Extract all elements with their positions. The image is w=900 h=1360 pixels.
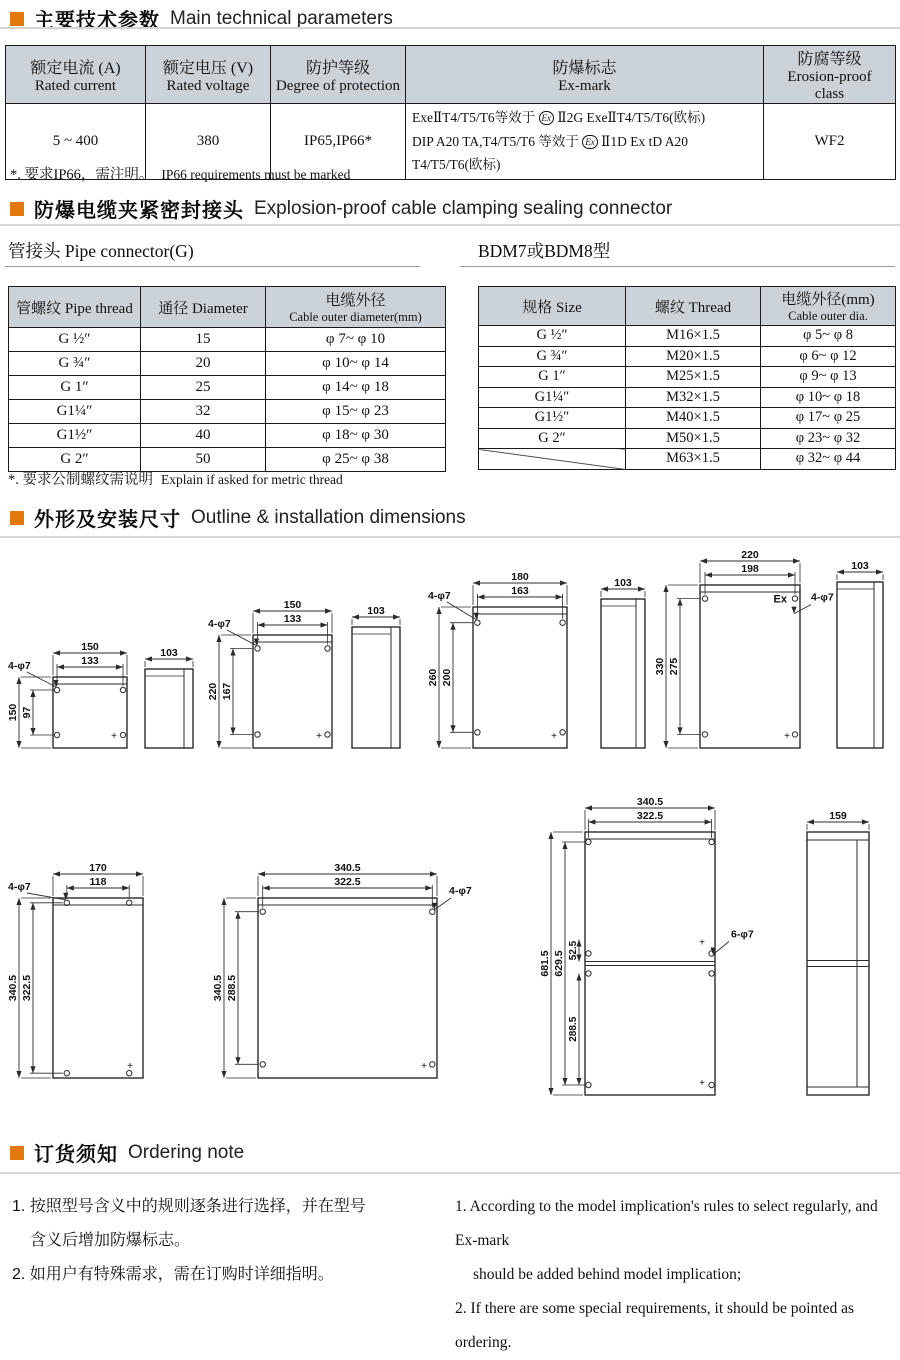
section-title-en: Ordering note — [128, 1141, 245, 1163]
dim-label: 198 — [741, 563, 759, 575]
dim-label: 340.5 — [212, 974, 224, 1002]
ordering-notes-zh — [12, 1190, 444, 1292]
section-title-zh: 订货须知 — [34, 1144, 118, 1166]
ordering-item: 2. 如用户有特殊需求，需在订购时详细指明。 — [12, 1266, 334, 1283]
table-cell: G ¾″ — [479, 346, 626, 367]
dim-label: + — [784, 731, 790, 742]
metric-thread-note: *. 要求公制螺纹需说明 Explain if asked for metric thread — [8, 472, 343, 488]
table-cell: φ 17~ φ 25 — [761, 408, 896, 429]
divider — [0, 1172, 900, 1174]
table-cell: φ 25~ φ 38 — [266, 448, 446, 472]
front-view-drawing — [212, 862, 499, 1088]
cell-ex-mark: ExeⅡT4/T5/T6等效于 Ex Ⅱ2G ExeⅡT4/T5/T6(欧标) DIP A20 TA,T4/T5/T6 等效于 Ex Ⅱ1D Ex tD A20 T4/T5/T6(欧标) — [406, 104, 764, 180]
dim-label: + — [421, 1061, 427, 1072]
ordering-notes-en — [455, 1190, 900, 1360]
section-bullet-icon — [10, 511, 24, 525]
table-cell: φ 5~ φ 8 — [761, 326, 896, 347]
section-title-en: Main technical parameters — [170, 7, 393, 29]
side-view-drawing — [593, 577, 655, 758]
dim-label: 340.5 — [334, 862, 361, 874]
table-cell: M20×1.5 — [626, 346, 761, 367]
table-row — [9, 424, 446, 448]
pipe-connector-title: 管接头 Pipe connector(G) — [8, 241, 194, 261]
table-row — [479, 346, 896, 367]
dim-label: 322.5 — [21, 974, 33, 1002]
ordering-item: 2. If there are some special requirements, it should be pointed as ordering. — [455, 1300, 854, 1351]
dim-label: 4-φ7 — [8, 660, 31, 672]
section-title-zh: 主要技术参数 — [34, 10, 160, 32]
side-view-drawing — [137, 647, 203, 758]
bdm-table — [478, 286, 896, 470]
dim-label: 220 — [207, 682, 219, 701]
underline — [5, 266, 420, 267]
pipe-table-body — [9, 328, 446, 472]
bdm-table-body — [479, 326, 896, 470]
section-title-zh: 外形及安装尺寸 — [34, 509, 181, 531]
dim-label: 4-φ7 — [208, 618, 231, 630]
pipe-connector-table — [8, 286, 446, 472]
table-cell: G 1″ — [479, 367, 626, 388]
ordering-item: 含义后增加防爆标志。 — [30, 1232, 191, 1249]
bdm-title: BDM7或BDM8型 — [478, 241, 611, 261]
table-cell: 20 — [141, 352, 266, 376]
table-cell: M16×1.5 — [626, 326, 761, 347]
table-cell: M63×1.5 — [626, 449, 761, 470]
dim-label: 322.5 — [636, 810, 664, 822]
table-cell: G1½″ — [479, 408, 626, 429]
table-cell: G1¼″ — [479, 387, 626, 408]
table-row — [479, 408, 896, 429]
cell-erosion: WF2 — [764, 104, 896, 180]
dim-label: 629.5 — [553, 950, 565, 977]
dim-label: 150 — [81, 641, 99, 653]
section-bullet-icon — [10, 12, 24, 26]
table-cell: φ 6~ φ 12 — [761, 346, 896, 367]
dim-label: 340.5 — [636, 796, 664, 808]
dim-label: 340.5 — [7, 974, 19, 1002]
col-rated-current: 额定电流 (A) Rated current — [6, 46, 146, 104]
divider — [0, 224, 900, 226]
table-row — [479, 449, 896, 470]
dim-label: 163 — [511, 585, 529, 597]
main-parameters-table — [5, 45, 896, 180]
table-cell: φ 7~ φ 10 — [266, 328, 446, 352]
table-cell: φ 10~ φ 14 — [266, 352, 446, 376]
dim-label: 167 — [221, 682, 233, 701]
dim-label: + — [316, 731, 322, 742]
table-cell: φ 10~ φ 18 — [761, 387, 896, 408]
dim-label: + — [699, 937, 705, 949]
divider — [0, 536, 900, 538]
section-bullet-icon — [10, 1146, 24, 1160]
col-rated-voltage: 额定电压 (V) Rated voltage — [146, 46, 271, 104]
dim-label: 103 — [367, 605, 385, 617]
atex-ex-icon: Ex — [582, 135, 598, 149]
col-cable-outer: 电缆外径 Cable outer diameter(mm) — [266, 287, 446, 328]
table-header-row — [6, 46, 896, 104]
dim-label: 288.5 — [568, 1016, 579, 1042]
dim-label: 103 — [614, 577, 632, 589]
table-cell: φ 15~ φ 23 — [266, 400, 446, 424]
dim-label: + — [699, 1078, 705, 1089]
table-row — [479, 367, 896, 388]
table-row — [9, 376, 446, 400]
table-cell: G ¾″ — [9, 352, 141, 376]
col-protection: 防护等级 Degree of protection — [271, 46, 406, 104]
col-erosion: 防腐等级 Erosion-proof class — [764, 46, 896, 104]
table-cell: G 1″ — [9, 376, 141, 400]
section-title-zh: 防爆电缆夹紧密封接头 — [34, 200, 244, 222]
table-row — [9, 352, 446, 376]
outline-drawings — [0, 545, 900, 1110]
dim-label: 150 — [7, 703, 19, 722]
dim-label: + — [127, 1061, 133, 1072]
table-cell: G1¼″ — [9, 400, 141, 424]
table-cell: G ½″ — [9, 328, 141, 352]
section-cable-connector — [10, 194, 672, 223]
dim-label: 170 — [89, 862, 107, 874]
dim-label: 97 — [21, 706, 33, 719]
dim-label: 322.5 — [334, 876, 361, 888]
table-cell: M40×1.5 — [626, 408, 761, 429]
col-diameter: 通径 Diameter — [141, 287, 266, 328]
side-view-drawing — [799, 810, 881, 1105]
dim-label: 4-φ7 — [811, 591, 834, 604]
table-row — [9, 328, 446, 352]
table-cell: G 2″ — [479, 428, 626, 449]
section-outline-dimensions — [10, 503, 466, 532]
dim-label: + — [551, 731, 557, 742]
table-cell: G1½″ — [9, 424, 141, 448]
table-cell: φ 23~ φ 32 — [761, 428, 896, 449]
table-cell: 40 — [141, 424, 266, 448]
dim-label: 4-φ7 — [449, 885, 472, 897]
section-ordering-note — [10, 1138, 244, 1167]
table-cell — [479, 449, 626, 470]
cell-current: 5 ~ 400 — [6, 104, 146, 180]
front-view-drawing — [7, 862, 155, 1088]
table-row — [479, 428, 896, 449]
dim-label: 103 — [160, 647, 178, 659]
table-cell: 32 — [141, 400, 266, 424]
atex-ex-icon: Ex — [539, 111, 555, 125]
table-row — [9, 400, 446, 424]
dim-label: 133 — [283, 613, 302, 625]
table-cell: 50 — [141, 448, 266, 472]
col-cable-outer: 电缆外径(mm) Cable outer dia. — [761, 287, 896, 326]
ip66-note: *. 要求IP66，需注明。 IP66 requirements must be marked — [10, 167, 351, 183]
section-title-en: Outline & installation dimensions — [191, 506, 466, 528]
underline — [460, 266, 895, 267]
ordering-item: 1. According to the model implication's rules to select regularly, and Ex-mark — [455, 1198, 878, 1249]
col-size: 规格 Size — [479, 287, 626, 326]
dim-label: 288.5 — [226, 974, 238, 1002]
dim-label: 200 — [441, 668, 453, 687]
table-cell: M32×1.5 — [626, 387, 761, 408]
table-cell: G 2″ — [9, 448, 141, 472]
table-cell: G ½″ — [479, 326, 626, 347]
dim-label: Ex — [773, 593, 787, 606]
col-ex-mark: 防爆标志 Ex-mark — [406, 46, 764, 104]
dim-label: 4-φ7 — [428, 590, 451, 602]
table-header-row — [479, 287, 896, 326]
table-cell: φ 18~ φ 30 — [266, 424, 446, 448]
front-view-drawing — [427, 571, 579, 758]
table-cell: φ 9~ φ 13 — [761, 367, 896, 388]
cell-protection: IP65,IP66* — [271, 104, 406, 180]
dim-label: 133 — [81, 655, 99, 667]
dim-label: 330 — [654, 657, 666, 676]
front-view-drawing — [7, 641, 139, 758]
table-cell: 25 — [141, 376, 266, 400]
ordering-item: should be added behind model implication; — [473, 1266, 742, 1283]
dim-label: 52.5 — [568, 940, 579, 961]
cell-voltage: 380 — [146, 104, 271, 180]
dim-label: + — [111, 731, 117, 742]
dim-label: 4-φ7 — [8, 881, 31, 893]
col-thread: 螺纹 Thread — [626, 287, 761, 326]
table-row — [479, 326, 896, 347]
dim-label: 681.5 — [539, 950, 551, 977]
table-row — [479, 387, 896, 408]
dim-label: 159 — [829, 810, 847, 822]
front-view-drawing — [207, 599, 344, 758]
dim-label: 220 — [741, 549, 759, 561]
dim-label: 275 — [668, 657, 680, 676]
col-pipe-thread: 管螺纹 Pipe thread — [9, 287, 141, 328]
dim-label: 260 — [427, 668, 439, 687]
divider — [0, 27, 900, 29]
table-cell: M25×1.5 — [626, 367, 761, 388]
dim-label: 118 — [89, 876, 107, 888]
dim-label: 180 — [511, 571, 529, 583]
table-cell: φ 32~ φ 44 — [761, 449, 896, 470]
table-header-row — [9, 287, 446, 328]
dim-label: 150 — [283, 599, 302, 611]
section-bullet-icon — [10, 202, 24, 216]
side-view-drawing — [344, 605, 410, 758]
section-title-en: Explosion-proof cable clamping sealing connector — [254, 197, 673, 219]
table-cell: M50×1.5 — [626, 428, 761, 449]
table-cell: φ 14~ φ 18 — [266, 376, 446, 400]
dim-label: 103 — [851, 560, 869, 572]
table-cell: 15 — [141, 328, 266, 352]
ordering-item: 1. 按照型号含义中的规则逐条进行选择，并在型号 — [12, 1198, 366, 1215]
side-view-drawing — [829, 560, 895, 758]
dim-label: 6-φ7 — [731, 928, 754, 941]
front-view-drawing — [539, 796, 779, 1105]
